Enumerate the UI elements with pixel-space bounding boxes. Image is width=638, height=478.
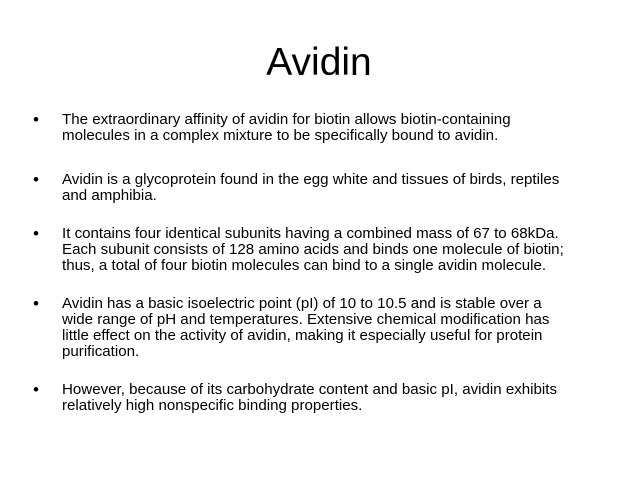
bullet-icon: • [33,170,39,189]
slide-title: Avidin [266,41,372,84]
bullet-text: The extraordinary affinity of avidin for biotin allows biotin-containing molecules in a complex mixture to be specifically bound to avidin. [62,111,511,144]
bullet-text: However, because of its carbohydrate content and basic pI, avidin exhibits relatively high nonspecific binding properties. [62,381,558,414]
bullet-icon: • [33,224,39,243]
bullet-text: Avidin is a glycoprotein found in the egg white and tissues of birds, reptiles and amphibia. [62,171,560,204]
bullet-icon: • [33,294,39,313]
bullet-text: It contains four identical subunits having a combined mass of 67 to 68kDa. Each subunit consists of 128 amino acids and binds one molecule of biotin; thus, a total of four biotin molecules can bind to a single avidin molecule. [62,225,564,274]
bullet-text: Avidin has a basic isoelectric point (pI) of 10 to 10.5 and is stable over a wide range of pH and temperatures. Extensive chemical modification has little effect on the activity of avidin, making it especially useful for protein purification. [62,295,550,360]
bullet-icon: • [33,110,39,129]
bullet-icon: • [33,380,39,399]
